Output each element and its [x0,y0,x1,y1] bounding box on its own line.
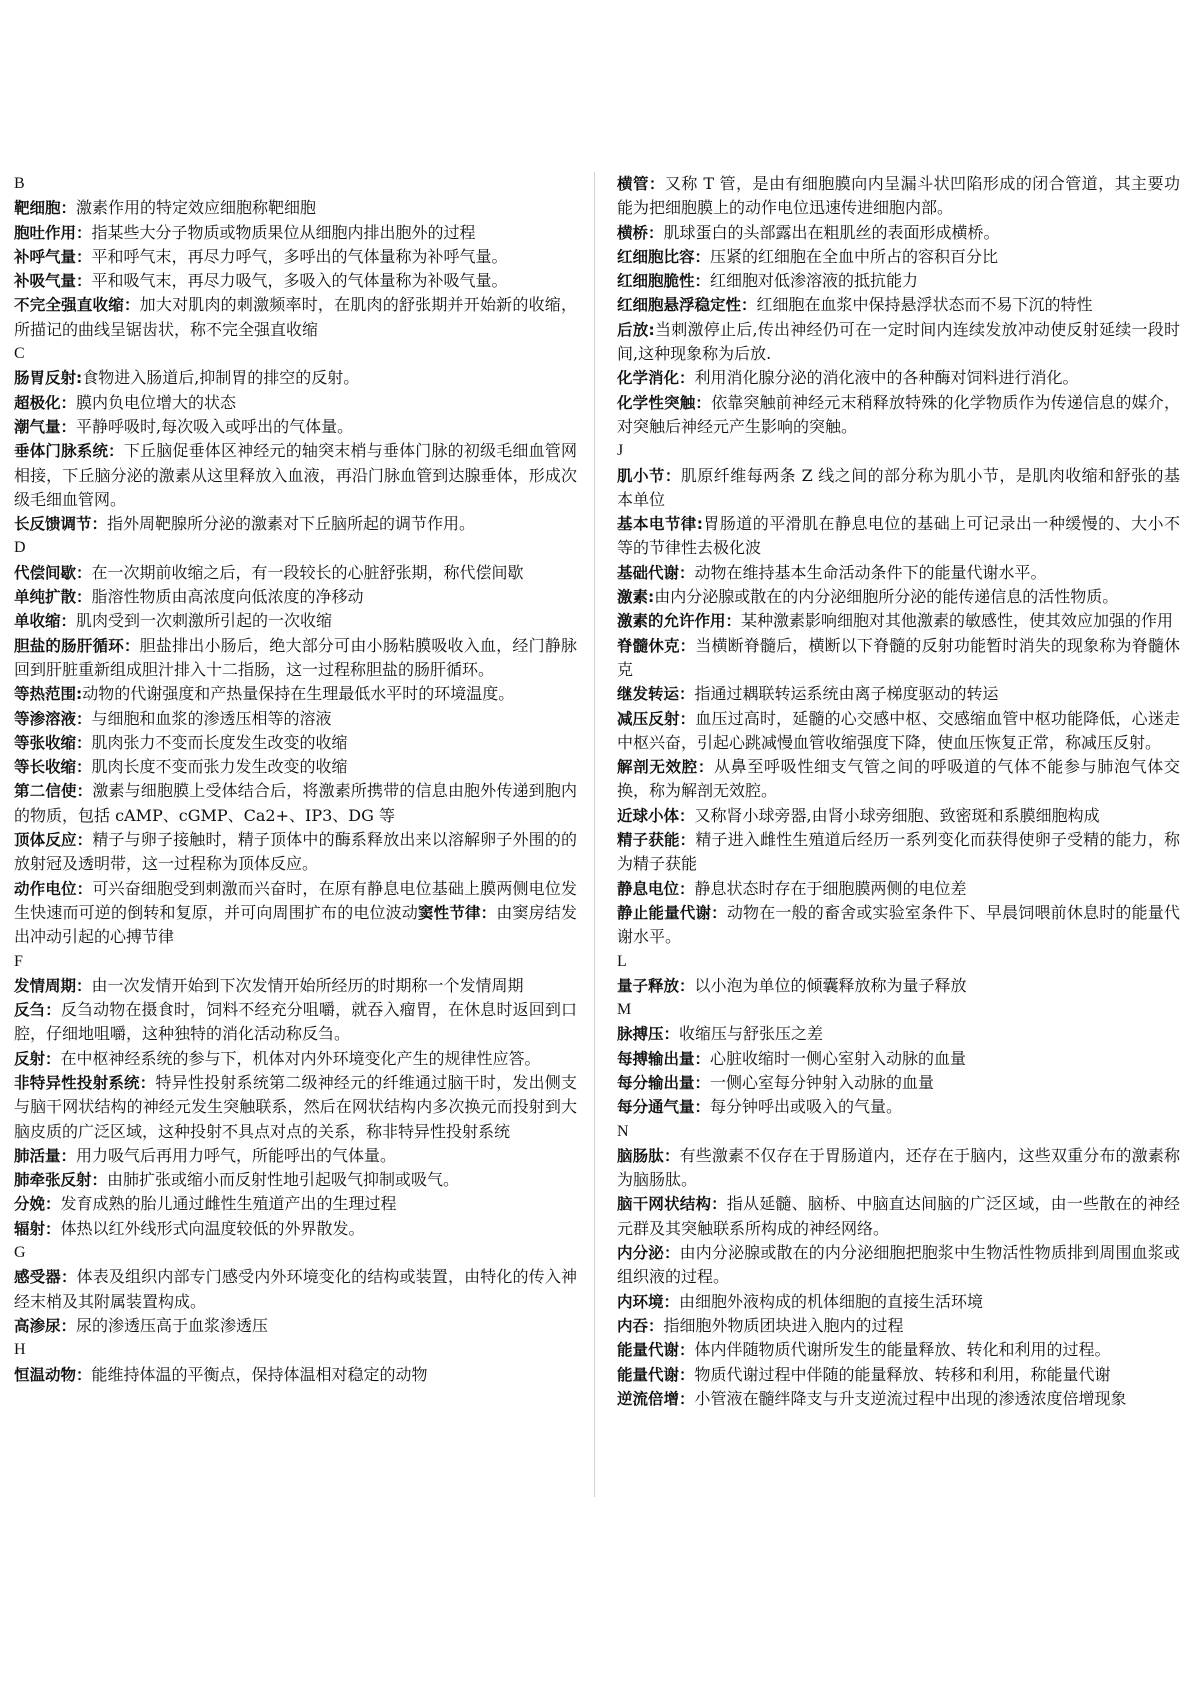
entry-term: 激素 [617,588,649,607]
entry-term: 解剖无效腔 [617,758,698,777]
entry-separator: ： [648,175,665,193]
entry-definition: 反刍动物在摄食时，饲料不经充分咀嚼，就吞入瘤胃，在休息时返回到口腔，仔细地咀嚼，这种独特的消化活动称反刍。 [14,1000,577,1044]
entry-definition: 红细胞在血浆中保持悬浮状态而不易下沉的特性 [756,295,1093,315]
entry-definition: 当横断脊髓后，横断以下脊髓的反射功能暂时消失的现象称为脊髓休克 [617,635,1180,679]
entry-separator: ： [60,612,77,631]
entry-separator: ： [663,1292,680,1311]
entry-term: 每分通气量 [617,1098,695,1117]
entry-term: 近球小体 [617,806,680,825]
glossary-entry [14,1192,577,1216]
entry-separator: ： [664,466,681,485]
glossary-entry [14,682,577,706]
entry-term: 恒温动物 [14,1365,77,1384]
entry-separator: ： [76,758,92,777]
entry-term: 横桥 [617,223,649,242]
entry-definition: 体内伴随物质代谢所发生的能量释放、转化和利用的过程。 [694,1340,1111,1360]
entry-separator: ： [45,1001,61,1020]
entry-separator: ： [60,1146,77,1165]
glossary-entry [617,877,1180,901]
entry-definition: 静息状态时存在于细胞膜两侧的电位差 [694,878,967,898]
glossary-entry [14,779,577,828]
right-column [617,172,1180,1411]
entry-separator: ： [76,976,92,995]
glossary-entry [617,1338,1180,1362]
entry-definition: 在一次期前收缩之后，有一段较长的心脏舒张期，称代偿间歇 [91,562,524,582]
entry-definition: 从鼻至呼吸性细支气管之间的呼吸道的气体不能参与肺泡气体交换，称为解剖无效腔。 [617,757,1180,801]
entry-separator: ： [711,903,727,922]
entry-definition: 每分钟呼出或吸入的气量。 [710,1097,903,1117]
entry-term: 等长收缩 [14,758,77,777]
glossary-entry [617,1241,1180,1290]
entry-term: 动作电位 [14,879,77,898]
entry-separator: ： [679,1341,695,1360]
entry-term: 发情周期 [14,976,77,995]
entry-term: 脊髓休克 [617,636,680,655]
entry-definition: 用力吸气后再用力呼气，所能呼出的气体量。 [76,1145,397,1165]
entry-term: 能量代谢 [617,1365,680,1384]
glossary-entry [617,1387,1180,1411]
entry-definition: 心脏收缩时一侧心室射入动脉的血量 [710,1048,967,1068]
entry-definition: 脂溶性物质由高浓度向低浓度的净移动 [91,587,364,607]
entry-term: 减压反射 [617,709,680,728]
glossary-entry [14,415,577,439]
entry-term: 每搏输出量 [617,1049,695,1068]
entry-definition: 指细胞外物质团块进入胞内的过程 [663,1315,904,1335]
entry-term: 等渗溶液 [14,709,77,728]
glossary-entry [14,1265,577,1314]
entry-separator: ： [695,393,712,412]
entry-term: 窦性节律 [418,903,481,922]
entry-separator: : [648,588,655,607]
entry-term: 单收缩 [14,612,61,631]
entry-definition: 动物在一般的畜舍或实验室条件下、早晨饲喂前休息时的能量代谢水平。 [617,902,1180,947]
entry-term: 基本电节律 [617,515,697,534]
entry-definition: 肌肉长度不变而张力发生改变的收缩 [91,757,348,777]
entry-term: 肠胃反射 [14,369,77,388]
entry-separator: ： [60,417,77,436]
section-letter: M [617,1001,632,1019]
entry-definition: 又称肾小球旁器,由肾小球旁细胞、致密斑和系膜细胞构成 [694,805,1100,825]
entry-term: 化学性突触 [617,393,696,412]
entry-definition: 动物的代谢强度和产热量保持在生理最低水平时的环境温度。 [82,684,515,704]
entry-separator: ： [679,563,695,582]
entry-separator: ： [679,369,695,388]
glossary-entry [617,172,1180,221]
entry-definition: 由内分泌腺或散在的内分泌细胞把胞浆中生物活性物质排到周围血浆或组织液的过程。 [617,1243,1180,1287]
entry-term: 红细胞脆性 [617,272,695,291]
entry-term: 单纯扩散 [14,588,77,607]
entry-separator: ： [679,685,695,704]
entry-separator: ： [711,1195,727,1214]
entry-term: 继发转运 [617,685,680,704]
entry-term: 辐射 [14,1219,46,1238]
entry-definition: 动物在维持基本生命活动条件下的能量代谢水平。 [694,562,1047,582]
entry-term: 等热范围 [14,685,77,704]
entry-definition: 加大对肌肉的刺激频率时，在肌肉的舒张期并开始新的收缩，所描记的曲线呈锯齿状，称不完全强直收缩 [14,295,577,339]
entry-separator: ： [694,1073,711,1092]
entry-definition: 肌肉受到一次刺激所引起的一次收缩 [76,611,333,631]
glossary-entry [14,755,577,779]
entry-definition: 由肺扩张或缩小而反射性地引起吸气抑制或吸气。 [107,1170,460,1190]
glossary-entry [617,318,1180,367]
entry-separator: ： [76,709,92,728]
entry-term: 激素的允许作用 [617,612,726,631]
entry-separator: ： [76,831,93,850]
entry-separator: ： [694,1049,711,1068]
entry-definition: 血压过高时，延髓的心交感中枢、交感缩血管中枢功能降低，心迷走中枢兴奋，引起心跳减慢血管收缩强度下降，使血压恢复正常，称减压反射。 [617,708,1180,752]
entry-term: 肌小节 [617,466,665,485]
entry-definition: 特异性投射系统第二级神经元的纤维通过脑干时，发出侧支与脑干网状结构的神经元发生突触联系，然后在网状结构内多次换元而投射到大脑皮质的广泛区域，这种投射不具点对点的关系，称非特异性投射系统 [14,1072,577,1141]
entry-definition: 精子进入雌性生殖道后经历一系列变化而获得使卵子受精的能力，称为精子获能 [617,830,1180,874]
entry-definition: 精子与卵子接触时，精子顶体中的酶系释放出来以溶解卵子外围的的放射冠及透明带，这一过程称为顶体反应。 [14,830,577,874]
glossary-entry [617,1290,1180,1314]
entry-definition: 指从延髓、脑桥、中脑直达间脑的广泛区域，由一些散在的神经元群及其突触联系所构成的神经网络。 [617,1194,1180,1238]
glossary-entry [14,245,577,269]
entry-separator: ： [663,1244,680,1263]
glossary-entry [617,1363,1180,1387]
entry-definition: 某种激素影响细胞对其他激素的敏感性，使其效应加强的作用 [741,611,1174,631]
entry-separator: ： [76,563,92,582]
entry-definition: 指外周靶腺所分泌的激素对下丘脑所起的调节作用。 [107,514,476,534]
entry-separator: : [696,515,703,534]
entry-separator: ： [679,709,696,728]
entry-term: 胞吐作用 [14,223,77,242]
glossary-entry [617,974,1180,998]
glossary-entry [617,1192,1180,1241]
glossary-entry [617,828,1180,877]
entry-definition: 能维持体温的平衡点，保持体温相对稳定的动物 [91,1364,428,1384]
entry-term: 超极化 [14,393,61,412]
entry-separator: ： [123,296,140,315]
entry-definition: 胃肠道的平滑肌在静息电位的基础上可记录出一种缓慢的、大小不等的节律性去极化波 [617,514,1180,558]
glossary-entry [617,707,1180,756]
entry-term: 每分输出量 [617,1073,695,1092]
entry-separator: ： [648,1316,664,1335]
entry-separator: ： [60,199,77,218]
glossary-entry [14,828,577,877]
entry-term: 肺活量 [14,1146,61,1165]
glossary-entry [14,1144,577,1168]
entry-definition: 由一次发情开始到下次发情开始所经历的时期称一个发情周期 [91,975,524,995]
entry-definition: 肌原纤维每两条 Z 线之间的部分称为肌小节，是肌肉收缩和舒张的基本单位 [617,465,1180,509]
entry-term: 长反馈调节 [14,515,92,534]
entry-definition: 由细胞外液构成的机体细胞的直接生活环境 [679,1291,984,1311]
glossary-entry [14,366,577,390]
glossary-entry [14,634,577,683]
entry-term: 基础代谢 [617,563,680,582]
entry-term: 非特异性投射系统 [14,1073,140,1092]
entry-definition: 肌肉张力不变而长度发生改变的收缩 [91,732,348,752]
entry-term: 反刍 [14,1001,46,1020]
glossary-entry [617,755,1180,804]
glossary-entry [617,901,1180,950]
entry-definition: 依靠突触前神经元末稍释放特殊的化学物质作为传递信息的媒介，对突触后神经元产生影响的突触。 [617,392,1180,436]
entry-separator: ： [679,1365,695,1384]
entry-definition: 由窦房结发出冲动引起的心搏节律 [14,902,577,947]
entry-separator: ： [76,733,92,752]
entry-separator: ： [679,976,695,995]
section-letter: L [617,952,627,970]
section-letter: G [14,1244,26,1262]
glossary-entry [14,293,577,342]
entry-term: 代偿间歇 [14,563,77,582]
entry-definition: 尿的渗透压高于血浆渗透压 [76,1315,269,1335]
entry-definition: 肌球蛋白的头部露出在粗肌丝的表面形成横桥。 [663,222,1000,242]
entry-separator: ： [76,247,92,266]
entry-separator: ： [139,1073,156,1092]
glossary-entry [617,245,1180,269]
entry-separator: ： [60,1268,77,1287]
entry-separator: ： [76,272,92,291]
glossary-entry [617,1071,1180,1095]
entry-separator: ： [76,1365,92,1384]
entry-separator: ： [480,903,497,922]
entry-separator: ： [694,1098,711,1117]
entry-separator: ： [45,1049,61,1068]
entry-separator: ： [648,223,664,242]
entry-term: 横管 [617,175,649,193]
entry-separator: ： [725,612,742,631]
entry-definition: 平和吸气末，再尽力吸气，多吸入的气体量称为补吸气量。 [91,271,508,291]
entry-definition: 一侧心室每分钟射入动脉的血量 [710,1072,935,1092]
entry-separator: ： [76,782,93,801]
entry-term: 感受器 [14,1268,61,1287]
left-column [14,172,577,1387]
entry-separator: ： [679,1389,695,1408]
glossary-entry [14,1071,577,1144]
entry-term: 红细胞比容 [617,247,695,266]
entry-term: 内环境 [617,1292,664,1311]
entry-definition: 利用消化腺分泌的消化液中的各种酶对饲料进行消化。 [694,368,1079,388]
entry-separator: : [648,320,655,339]
entry-term: 精子获能 [617,831,680,850]
entry-definition: 压紧的红细胞在全血中所占的容积百分比 [710,246,999,266]
entry-separator: ： [60,1316,77,1335]
entry-separator: ： [76,223,92,242]
glossary-entry [617,1144,1180,1193]
glossary-entry [14,585,577,609]
entry-term: 不完全强直收缩 [14,296,124,315]
section-letter: B [14,175,25,192]
glossary-entry [617,293,1180,317]
glossary-entry [14,196,577,220]
entry-term: 化学消化 [617,369,680,388]
entry-term: 高渗尿 [14,1316,61,1335]
entry-definition: 食物进入肠道后,抑制胃的排空的反射。 [82,368,360,388]
entry-separator: ： [663,1146,680,1165]
entry-separator: ： [694,272,711,291]
entry-separator: ： [91,515,108,534]
glossary-entry [14,707,577,731]
entry-term: 等张收缩 [14,733,77,752]
entry-separator: ： [45,1195,61,1214]
glossary-entry [617,561,1180,585]
entry-definition: 膜内负电位增大的状态 [76,392,237,412]
glossary-entry [617,269,1180,293]
entry-term: 潮气量 [14,417,61,436]
entry-term: 靶细胞 [14,199,61,218]
entry-term: 内分泌 [617,1244,664,1263]
glossary-entry [617,464,1180,513]
entry-definition: 当刺激停止后,传出神经仍可在一定时间内连续发放冲动使反射延续一段时间,这种现象称为后放. [617,319,1180,364]
column-divider [594,172,595,1497]
entry-term: 脑肠肽 [617,1146,664,1165]
glossary-entry [14,1047,577,1071]
entry-separator: : [76,369,83,388]
glossary-entry [14,998,577,1047]
entry-definition: 红细胞对低渗溶液的抵抗能力 [710,271,919,291]
entry-term: 补呼气量 [14,247,77,266]
glossary-entry [14,974,577,998]
entry-term: 肺牵张反射 [14,1171,92,1190]
glossary-entry [14,1217,577,1241]
entry-definition: 指通过耦联转运系统由离子梯度驱动的转运 [694,684,999,704]
glossary-entry [617,609,1180,633]
glossary-entry [14,221,577,245]
entry-separator: ： [679,636,696,655]
glossary-entry [617,221,1180,245]
entry-definition: 发育成熟的胎儿通过雌性生殖道产出的生理过程 [60,1194,397,1214]
entry-term: 第二信使 [14,782,77,801]
glossary-entry [14,269,577,293]
entry-term: 静止能量代谢 [617,903,712,922]
section-letter: C [14,345,25,363]
section-letter: J [617,442,624,460]
entry-term: 胆盐的肠肝循环 [14,636,124,655]
entry-definition: 由内分泌腺或散在的内分泌细胞所分泌的能传递信息的活性物质。 [654,587,1119,607]
glossary-entry [617,1314,1180,1338]
entry-definition: 有些激素不仅存在于胃肠道内，还存在于脑内，这些双重分布的激素称为脑肠肽。 [617,1145,1180,1190]
entry-definition: 收缩压与舒张压之差 [679,1024,824,1044]
entry-separator: ： [123,636,140,655]
entry-separator: ： [741,296,757,315]
entry-definition: 小管液在髓绊降支与升支逆流过程中出现的渗透浓度倍增现象 [694,1388,1127,1408]
section-letter: D [14,539,26,557]
glossary-entry [617,1022,1180,1046]
entry-definition: 激素与细胞膜上受体结合后，将激素所携带的信息由胞外传递到胞内的物质，包括 cAMP、cGMP、Ca2+、IP3、DG 等 [14,781,577,825]
entry-separator: ： [679,879,695,898]
entry-separator: ： [694,247,711,266]
entry-separator: ： [108,442,124,461]
entry-term: 后放 [617,320,649,339]
glossary-entry [14,1363,577,1387]
entry-term: 内吞 [617,1316,649,1335]
entry-term: 逆流倍增 [617,1389,680,1408]
glossary-entry [14,391,577,415]
entry-term: 脑干网状结构 [617,1195,712,1214]
glossary-entry [14,439,577,512]
glossary-entry [617,1095,1180,1119]
entry-separator: ： [91,1171,108,1190]
glossary-entry [617,682,1180,706]
entry-separator: ： [663,1025,680,1044]
section-letter: N [617,1122,629,1140]
entry-term: 分娩 [14,1195,46,1214]
glossary-entry [14,731,577,755]
glossary-entry [14,609,577,633]
entry-term: 脉搏压 [617,1025,664,1044]
entry-definition: 与细胞和血浆的渗透压相等的溶液 [91,708,332,728]
entry-definition: 胆盐排出小肠后，绝大部分可由小肠粘膜吸收入血，经门静脉回到肝脏重新组成胆汁排入十二指肠，这一过程称胆盐的肠肝循环。 [14,635,577,679]
entry-term: 红细胞悬浮稳定性 [617,296,742,315]
glossary-entry [617,512,1180,561]
glossary-entry [14,1314,577,1338]
entry-term: 静息电位 [617,879,680,898]
entry-definition: 以小泡为单位的倾囊释放称为量子释放 [694,975,967,995]
entry-separator: ： [76,879,93,898]
entry-separator: ： [45,1219,61,1238]
entry-definition: 物质代谢过程中伴随的能量释放、转移和利用，称能量代谢 [694,1364,1111,1384]
entry-separator: : [76,685,83,704]
entry-separator: ： [679,831,696,850]
section-letter: F [14,952,23,970]
entry-term: 补吸气量 [14,272,77,291]
entry-term: 量子释放 [617,976,680,995]
entry-term: 垂体门脉系统 [14,442,109,461]
entry-term: 能量代谢 [617,1341,680,1360]
entry-separator: ： [679,806,695,825]
entry-definition: 又称 T 管，是由有细胞膜向内呈漏斗状凹陷形成的闭合管道，其主要功能为把细胞膜上的动作电位迅速传进细胞内部。 [617,174,1180,218]
entry-definition: 激素作用的特定效应细胞称靶细胞 [76,198,317,218]
entry-definition: 体表及组织内部专门感受内外环境变化的结构或装置，由特化的传入神经末梢及其附属装置构成。 [14,1267,577,1311]
entry-definition: 体热以红外线形式向温度较低的外界散发。 [60,1218,365,1238]
entry-separator: ： [76,588,92,607]
entry-separator: ： [697,758,714,777]
glossary-entry [617,366,1180,390]
entry-separator: ： [60,393,77,412]
glossary-entry [14,561,577,585]
entry-definition: 指某些大分子物质或物质果位从细胞内排出胞外的过程 [91,222,476,242]
entry-definition: 下丘脑促垂体区神经元的轴突末梢与垂体门脉的初级毛细血管网相接，下丘脑分泌的激素从这里释放入血液，再沿门脉血管到达腺垂体，形成次级毛细血管网。 [14,441,577,509]
entry-definition: 平和呼气末，再尽力呼气，多呼出的气体量称为补呼气量。 [91,246,508,266]
glossary-entry [14,1168,577,1192]
glossary-entry [617,1047,1180,1071]
glossary-entry [617,391,1180,440]
entry-term: 顶体反应 [14,831,77,850]
entry-definition: 在中枢神经系统的参与下，机体对内外环境变化产生的规律性应答。 [60,1048,541,1068]
glossary-entry [14,512,577,536]
glossary-entry [14,877,577,950]
glossary-entry [617,804,1180,828]
section-letter: H [14,1341,26,1359]
glossary-entry [617,585,1180,609]
entry-definition: 可兴奋细胞受到刺激而兴奋时，在原有静息电位基础上膜两侧电位发生快速而可逆的倒转和复原，并可向周围扩布的电位波动 [14,878,577,922]
glossary-entry [617,634,1180,683]
entry-term: 反射 [14,1049,46,1068]
entry-definition: 平静呼吸时,每次吸入或呼出的气体量。 [76,416,354,436]
